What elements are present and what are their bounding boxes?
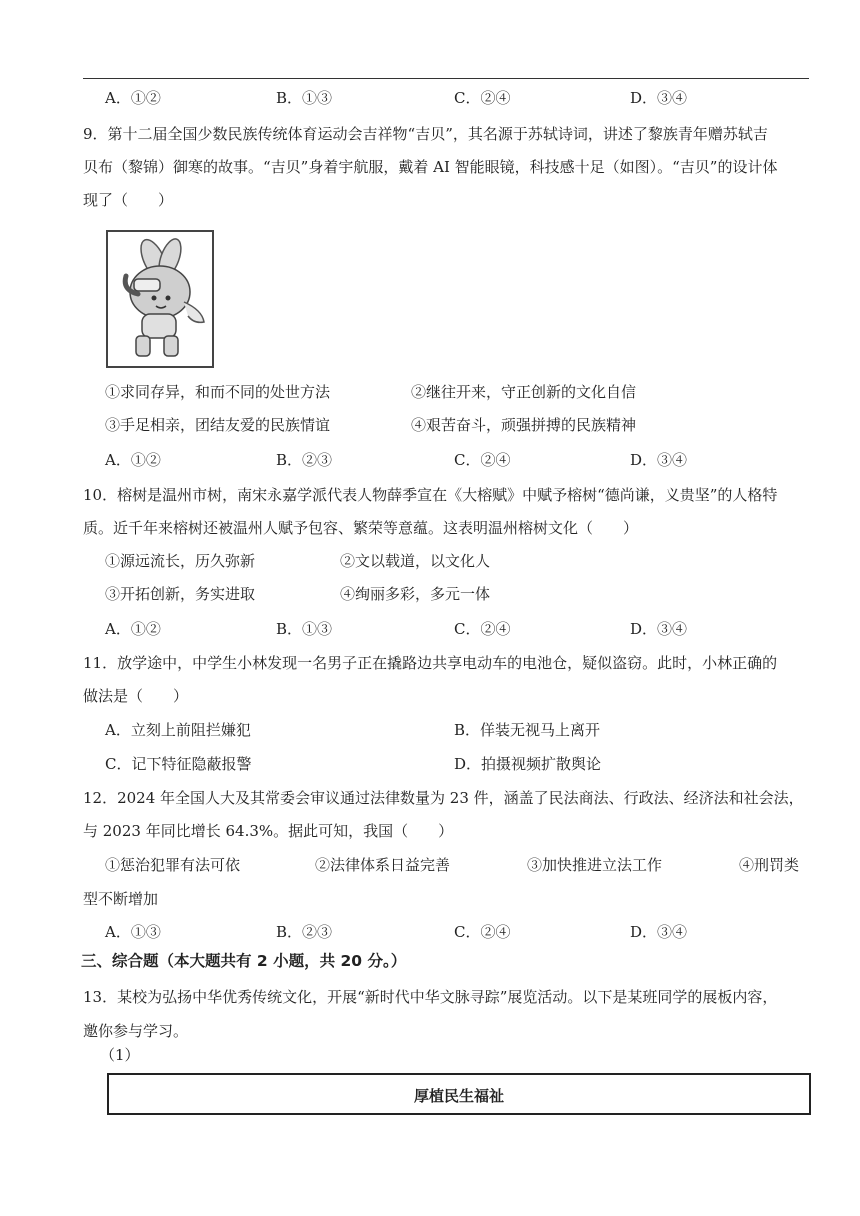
q10-stem-line-2: 质。近千年来榕树还被温州人赋予包容、繁荣等意蕴。这表明温州榕树文化（ ） [83, 519, 639, 537]
q12-statement-2: ②法律体系日益完善 [315, 856, 451, 874]
q12-statement-1: ①惩治犯罪有法可依 [105, 856, 241, 874]
q9-statement-1: ①求同存异，和而不同的处世方法 [105, 383, 331, 401]
q12-option-b[interactable]: B．②③ [276, 923, 333, 941]
q12-option-c[interactable]: C．②④ [454, 923, 511, 941]
q11-option-b[interactable]: B．佯装无视马上离开 [454, 721, 601, 739]
board-title: 厚植民生福祉 [413, 1087, 504, 1105]
section-3-heading: 三、综合题（本大题共有 2 小题，共 20 分。） [81, 952, 407, 970]
q9-stem-line-2: 贝布（黎锦）御寒的故事。“吉贝”身着宇航服，戴着 AI 智能眼镜，科技感十足（如图）。“吉贝”的设计体 [83, 158, 778, 176]
q11-option-c[interactable]: C．记下特征隐蔽报警 [105, 755, 252, 773]
q10-statement-1: ①源远流长，历久弥新 [105, 552, 256, 570]
q12-stem-line-2: 与 2023 年同比增长 64.3%。据此可知，我国（ ） [83, 822, 454, 840]
q13-stem-line-1: 13．某校为弘扬中华优秀传统文化，开展“新时代中华文脉寻踪”展览活动。以下是某班同学的展板内容， [83, 988, 778, 1006]
q11-option-a[interactable]: A．立刻上前阻拦嫌犯 [105, 721, 251, 739]
q13-subquestion-label: （1） [100, 1046, 140, 1064]
q9-statement-2: ②继往开来，守正创新的文化自信 [411, 383, 637, 401]
q10-stem-line-1: 10．榕树是温州市树，南宋永嘉学派代表人物薛季宣在《大榕赋》中赋予榕树“德尚谦，义贵坚”的人格特 [83, 486, 778, 504]
q12-stem-line-1: 12．2024 年全国人大及其常委会审议通过法律数量为 23 件，涵盖了民法商法、行政法、经济法和社会法， [83, 789, 804, 807]
q10-statement-3: ③开拓创新，务实进取 [105, 585, 256, 603]
q8-option-b[interactable]: B．①③ [276, 89, 333, 107]
q10-option-b[interactable]: B．①③ [276, 620, 333, 638]
q9-option-a[interactable]: A．①② [105, 451, 161, 469]
q9-option-b[interactable]: B．②③ [276, 451, 333, 469]
q9-option-c[interactable]: C．②④ [454, 451, 511, 469]
q11-stem-line-2: 做法是（ ） [83, 687, 189, 705]
mascot-figure [106, 230, 214, 368]
q10-statement-2: ②文以载道，以文化人 [340, 552, 491, 570]
q12-statement-4: ④刑罚类 [739, 856, 800, 874]
q8-option-d[interactable]: D．③④ [630, 89, 688, 107]
q12-statement-3: ③加快推进立法工作 [527, 856, 663, 874]
q9-statement-3: ③手足相亲，团结友爱的民族情谊 [105, 416, 331, 434]
q12-option-d[interactable]: D．③④ [630, 923, 688, 941]
q10-option-c[interactable]: C．②④ [454, 620, 511, 638]
q8-option-a[interactable]: A．①② [105, 89, 161, 107]
q9-statement-4: ④艰苦奋斗，顽强拼搏的民族精神 [411, 416, 637, 434]
q12-statement-4-wrap: 型不断增加 [83, 890, 159, 908]
q12-option-a[interactable]: A．①③ [105, 923, 161, 941]
q9-stem-line-3: 现了（ ） [83, 191, 174, 209]
q11-stem-line-1: 11．放学途中，中学生小林发现一名男子正在撬路边共享电动车的电池仓，疑似盗窃。此时，小林正确的 [83, 654, 778, 672]
header-rule [83, 78, 809, 79]
q10-statement-4: ④绚丽多彩，多元一体 [340, 585, 491, 603]
q9-stem-line-1: 9．第十二届全国少数民族传统体育运动会吉祥物“吉贝”，其名源于苏轼诗词，讲述了黎族青年赠苏轼吉 [83, 125, 768, 143]
q8-option-c[interactable]: C．②④ [454, 89, 511, 107]
q10-option-d[interactable]: D．③④ [630, 620, 688, 638]
q13-stem-line-2: 邀你参与学习。 [83, 1022, 189, 1040]
q11-option-d[interactable]: D．拍摄视频扩散舆论 [454, 755, 602, 773]
q9-option-d[interactable]: D．③④ [630, 451, 688, 469]
q10-option-a[interactable]: A．①② [105, 620, 161, 638]
exhibition-board [107, 1073, 811, 1115]
mascot-illustration [108, 232, 212, 366]
